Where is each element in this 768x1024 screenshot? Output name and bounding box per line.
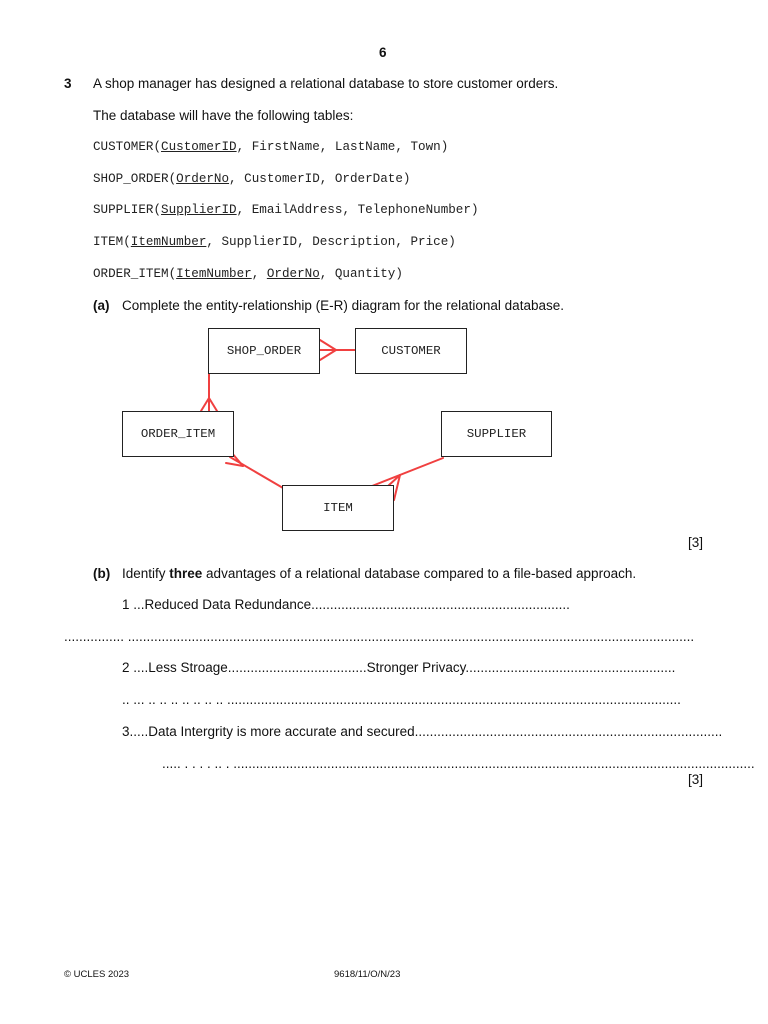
entity-order-item: ORDER_ITEM [122, 411, 234, 457]
attribute: LastName [334, 140, 396, 154]
primary-key-attribute: OrderNo [176, 172, 230, 186]
attribute: Price [410, 235, 449, 249]
rel-orderitem-item [230, 457, 283, 488]
entity-shop-order: SHOP_ORDER [208, 328, 320, 374]
part-a-label: (a) [93, 298, 110, 313]
entity-item: ITEM [282, 485, 394, 531]
table-definition-supplier: SUPPLIER(SupplierID, EmailAddress, TelephoneNumber) [93, 203, 479, 217]
table-name: CUSTOMER( [93, 140, 162, 154]
attribute: Town [410, 140, 441, 154]
primary-key-attribute: ItemNumber [176, 267, 252, 281]
part-b-text-2: advantages of a relational database compared to a file-based approach. [202, 566, 637, 581]
crowfoot-shoporder-2 [320, 350, 336, 360]
crowfoot-shoporder-1 [320, 340, 336, 350]
page-number: 6 [379, 45, 387, 60]
table-name: SHOP_ORDER( [93, 172, 177, 186]
primary-key-attribute: OrderNo [266, 267, 320, 281]
crowfoot-orderitem-1 [201, 398, 209, 411]
table-definition-item: ITEM(ItemNumber, SupplierID, Description, Price) [93, 235, 456, 249]
part-b-label: (b) [93, 566, 111, 581]
table-name: SUPPLIER( [93, 203, 162, 217]
table-name: ITEM( [93, 235, 131, 249]
primary-key-attribute: ItemNumber [130, 235, 207, 249]
attribute: SupplierID [221, 235, 298, 249]
answer-3-continuation: ..... . . . . .. . ........................................................................................................................................... [162, 756, 755, 771]
part-a-text: Complete the entity-relationship (E-R) diagram for the relational database. [122, 298, 564, 313]
attribute: EmailAddress [251, 203, 343, 217]
attribute: Description [312, 235, 396, 249]
answer-1-continuation: ................ ....................................................................................................................................................... [64, 629, 695, 644]
table-name: ORDER_ITEM( [93, 267, 177, 281]
entity-customer: CUSTOMER [355, 328, 467, 374]
question-number: 3 [64, 76, 72, 91]
table-definition-order-item: ORDER_ITEM(ItemNumber, OrderNo, Quantity) [93, 267, 403, 281]
tables-intro: The database will have the following tables: [93, 108, 354, 123]
footer-copyright: © UCLES 2023 [64, 969, 130, 980]
part-b-text-bold: three [169, 566, 203, 581]
answer-1: 1 ...Reduced Data Redundance..................................................................... [122, 597, 570, 612]
crowfoot-orderitem-2 [209, 398, 217, 411]
table-definition-customer: CUSTOMER(CustomerID, FirstName, LastName, Town) [93, 140, 449, 154]
part-b-text-1: Identify [122, 566, 170, 581]
footer-code: 9618/11/O/N/23 [334, 969, 401, 980]
attribute: FirstName [251, 140, 320, 154]
part-b-marks: [3] [688, 772, 704, 787]
part-a-marks: [3] [688, 535, 704, 550]
answer-2-continuation: .. ... .. .. .. .. .. .. .. ......................................................................................................................... [122, 692, 681, 707]
table-definition-shop-order: SHOP_ORDER(OrderNo, CustomerID, OrderDate) [93, 172, 411, 186]
question-intro: A shop manager has designed a relational database to store customer orders. [93, 76, 559, 91]
part-b-text [122, 566, 636, 581]
attribute: Quantity [334, 267, 396, 281]
attribute: TelephoneNumber [357, 203, 471, 217]
primary-key-attribute: SupplierID [161, 203, 237, 217]
attribute: OrderDate [334, 172, 403, 186]
entity-supplier: SUPPLIER [441, 411, 552, 457]
attribute: CustomerID [244, 172, 320, 186]
answer-2: 2 ....Less Stroage.....................................Stronger Privacy........................................................ [122, 660, 676, 675]
rel-item-supplier [372, 458, 443, 486]
primary-key-attribute: CustomerID [161, 140, 237, 154]
answer-3: 3.....Data Intergrity is more accurate and secured.................................................................................. [122, 724, 723, 739]
